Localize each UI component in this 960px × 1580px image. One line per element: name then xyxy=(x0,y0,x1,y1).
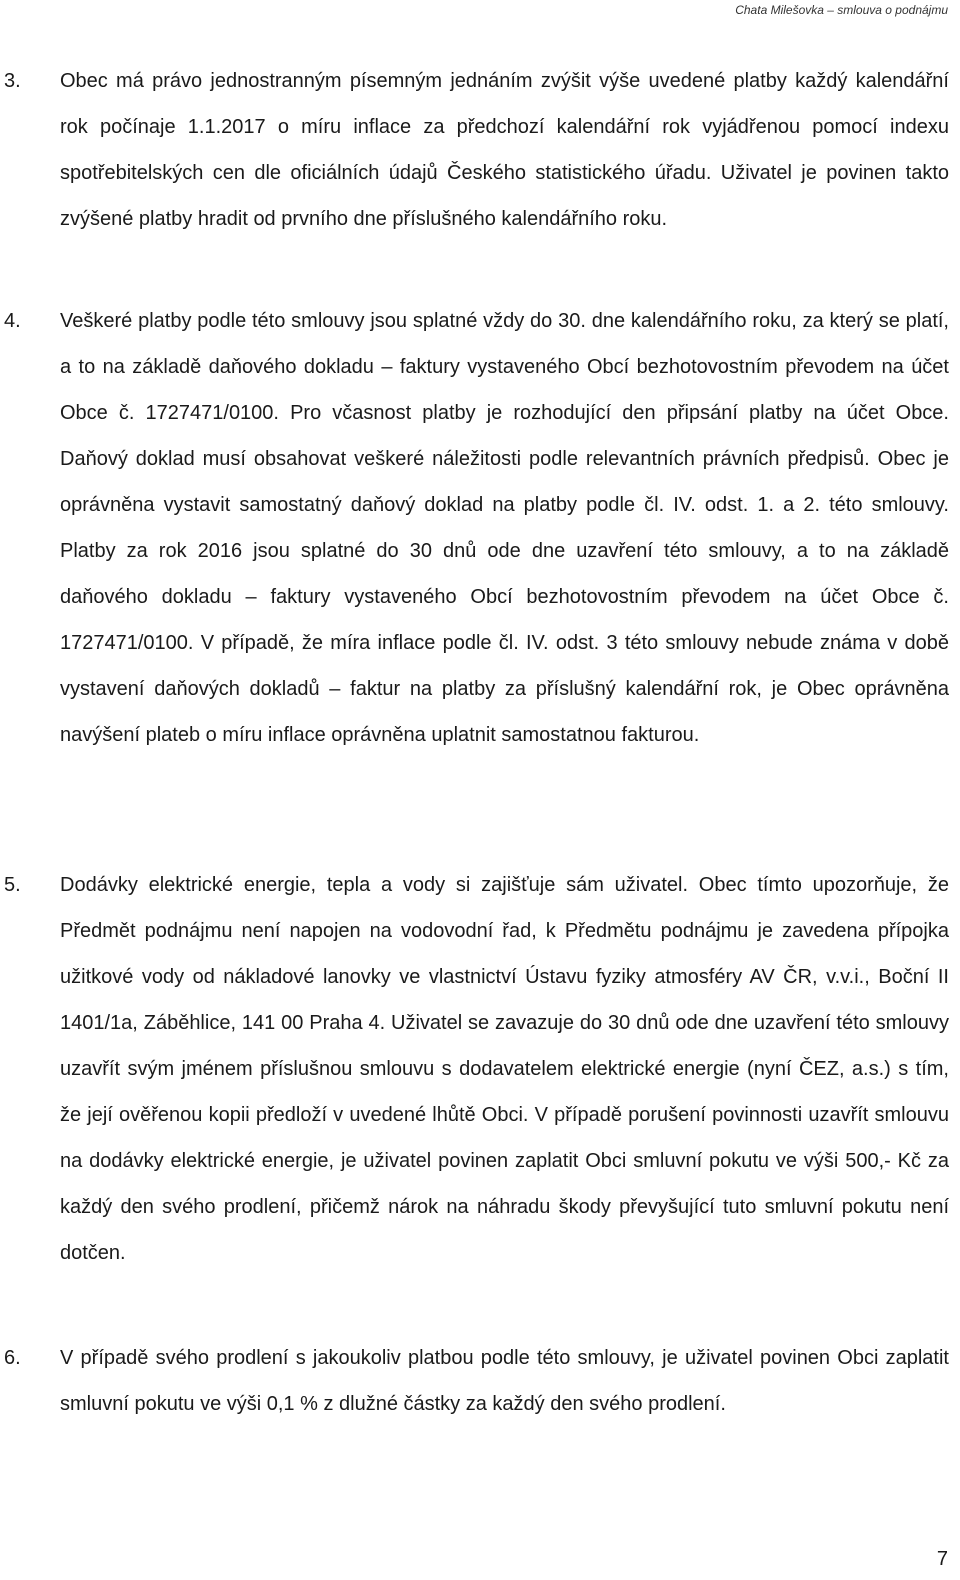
clause-number: 6. xyxy=(4,1347,21,1369)
clause-text: V případě svého prodlení s jakoukoliv platbou podle této smlouvy, je uživatel povinen Obci zaplatit smluvní pokutu ve výši 0,1 % z dlužné částky za každý den svého prodlení. xyxy=(60,1347,949,1415)
running-header: Chata Milešovka – smlouva o podnájmu xyxy=(735,3,948,17)
clause-number: 5. xyxy=(4,874,21,896)
page-number: 7 xyxy=(936,1548,948,1570)
clause-text: Dodávky elektrické energie, tepla a vody si zajišťuje sám uživatel. Obec tímto upozorňuje, že Předmět podnájmu není napojen na vodovodní řad, k Předmětu podnájmu je zavedena přípojka užitkové vody od nákladové lanovky ve vlastnictví Ústavu fyziky atmosféry AV ČR, v.v.i., Boční II 1401/1a, Záběhlice, 141 00 Praha 4. Uživatel se zavazuje do 30 dnů ode dne uzavření této smlouvy uzavřít svým jménem příslušnou smlouvu s dodavatelem elektrické energie (nyní ČEZ, a.s.) s tím, že její ověřenou kopii předloží v uvedené lhůtě Obci. V případě porušení povinnosti uzavřít smlouvu na dodávky elektrické energie, je uživatel povinen zaplatit Obci smluvní pokutu ve výši 500,- Kč za každý den svého prodlení, přičemž nárok na náhradu škody převyšující tuto smluvní pokutu není dotčen. xyxy=(60,874,949,1264)
clause-text: Veškeré platby podle této smlouvy jsou splatné vždy do 30. dne kalendářního roku, za který se platí, a to na základě daňového dokladu – faktury vystaveného Obcí bezhotovostním převodem na účet Obce č. 1727471/0100. Pro včasnost platby je rozhodující den připsání platby na účet Obce. Daňový doklad musí obsahovat veškeré náležitosti podle relevantních právních předpisů. Obec je oprávněna vystavit samostatný daňový doklad na platby podle čl. IV. odst. 1. a 2. této smlouvy. Platby za rok 2016 jsou splatné do 30 dnů ode dne uzavření této smlouvy, a to na základě daňového dokladu – faktury vystaveného Obcí bezhotovostním převodem na účet Obce č. 1727471/0100. V případě, že míra inflace podle čl. IV. odst. 3 této smlouvy nebude známa v době vystavení daňových dokladů – faktur na platby za příslušný kalendářní rok, je Obec oprávněna navýšení plateb o míru inflace oprávněna uplatnit samostatnou fakturou. xyxy=(60,310,949,746)
clause-number: 3. xyxy=(4,70,21,92)
clause-number: 4. xyxy=(4,310,21,332)
clause-text: Obec má právo jednostranným písemným jednáním zvýšit výše uvedené platby každý kalendářní rok počínaje 1.1.2017 o míru inflace za předchozí kalendářní rok vyjádřenou pomocí indexu spotřebitelských cen dle oficiálních údajů Českého statistického úřadu. Uživatel je povinen takto zvýšené platby hradit od prvního dne příslušného kalendářního roku. xyxy=(60,70,949,230)
